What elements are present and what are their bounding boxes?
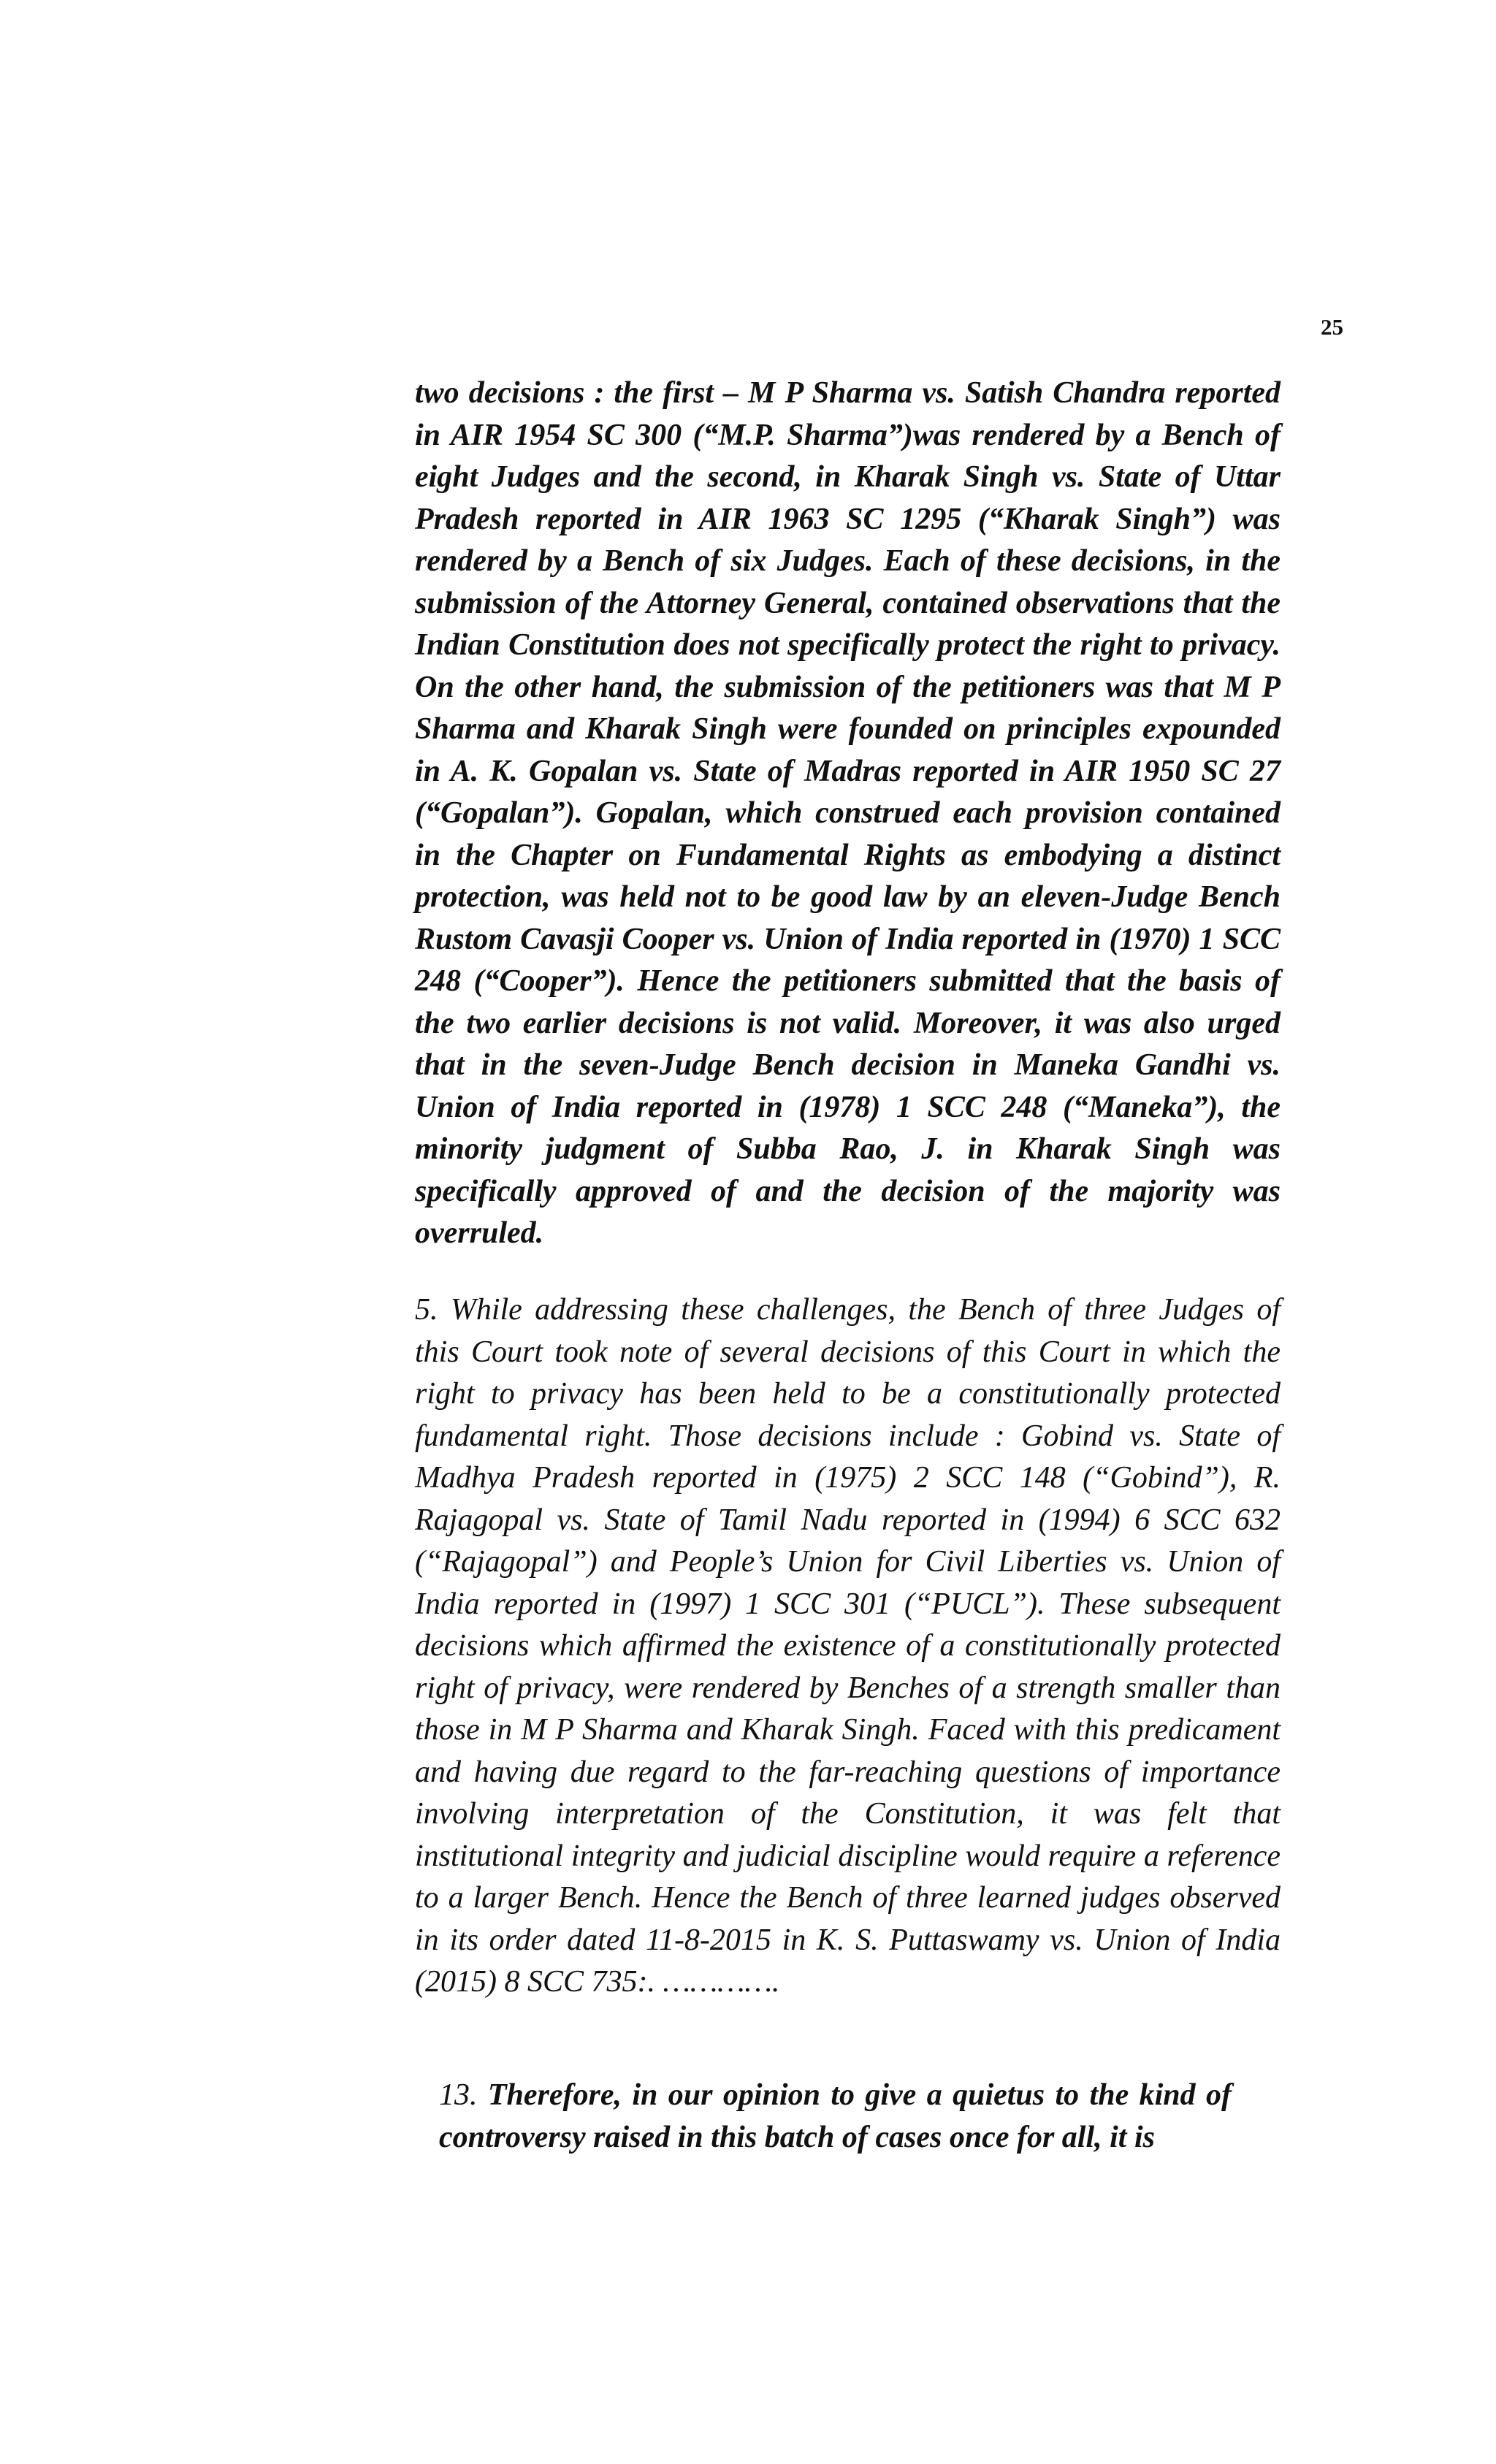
page-number: 25 xyxy=(1321,314,1343,340)
quoted-paragraph-13 xyxy=(439,2075,1232,2159)
quote-text: Therefore, in our opinion to give a quietus to the kind of controversy raised in this batch of cases once for all, it is xyxy=(439,2078,1232,2154)
quote-number: 13. xyxy=(439,2078,488,2112)
paragraph-5: 5. While addressing these challenges, the Bench of three Judges of this Court took note of several decisions of this Court in which the right to privacy has been held to be a constitutionally protected fundamental right. Those decisions include : Gobind vs. State of Madhya Pradesh reported in (1975) 2 SCC 148 (“Gobind”), R. Rajagopal vs. State of Tamil Nadu reported in (1994) 6 SCC 632 (“Rajagopal”) and People’s Union for Civil Liberties vs. Union of India reported in (1997) 1 SCC 301 (“PUCL”). These subsequent decisions which affirmed the existence of a constitutionally protected right of privacy, were rendered by Benches of a strength smaller than those in M P Sharma and Kharak Singh. Faced with this predicament and having due regard to the far-reaching questions of importance involving interpretation of the Constitution, it was felt that institutional integrity and judicial discipline would require a reference to a larger Bench. Hence the Bench of three learned judges observed in its order dated 11-8-2015 in K. S. Puttaswamy vs. Union of India (2015) 8 SCC 735:. …………. xyxy=(415,1293,1281,1999)
paragraph-continuation: two decisions : the first – M P Sharma vs. Satish Chandra reported in AIR 1954 SC 300 (“M.P. Sharma”)was rendered by a Bench of eight Judges and the second, in Kharak Singh vs. State of Uttar Pradesh reported in AIR 1963 SC 1295 (“Kharak Singh”) was rendered by a Bench of six Judges. Each of these decisions, in the submission of the Attorney General, contained observations that the Indian Constitution does not specifically protect the right to privacy. On the other hand, the submission of the petitioners was that M P Sharma and Kharak Singh were founded on principles expounded in A. K. Gopalan vs. State of Madras reported in AIR 1950 SC 27 (“Gopalan”). Gopalan, which construed each provision contained in the Chapter on Fundamental Rights as embodying a distinct protection, was held not to be good law by an eleven-Judge Bench Rustom Cavasji Cooper vs. Union of India reported in (1970) 1 SCC 248 (“Cooper”). Hence the petitioners submitted that the basis of the two earlier decisions is not valid. Moreover, it was also urged that in the seven-Judge Bench decision in Maneka Gandhi vs. Union of India reported in (1978) 1 SCC 248 (“Maneka”), the minority judgment of Subba Rao, J. in Kharak Singh was specifically approved of and the decision of the majority was overruled. xyxy=(415,376,1281,1250)
